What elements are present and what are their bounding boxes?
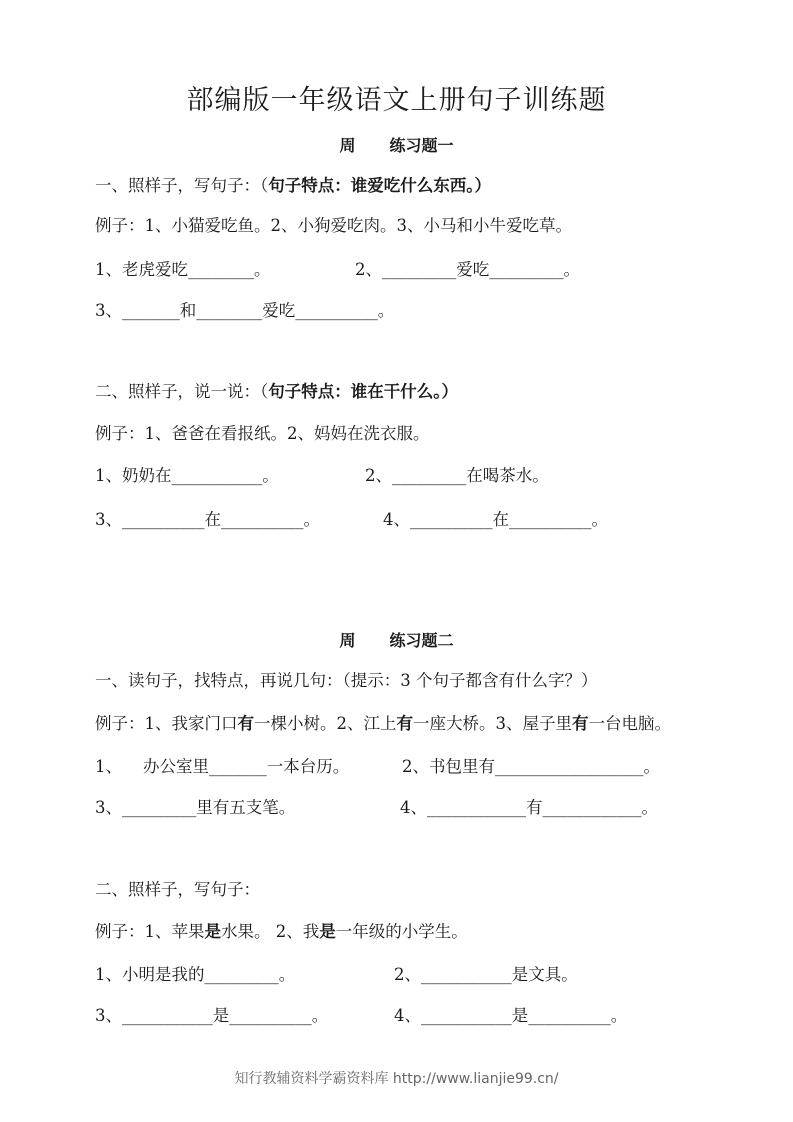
exercise-item: 1、老虎爱吃________。 <box>95 260 271 279</box>
exercise-item: 2、_________在喝茶水。 <box>365 466 549 485</box>
exercise-two-heading <box>0 628 793 651</box>
exercise-item: 4、___________是__________。 <box>394 1006 628 1025</box>
exercise-item: 3、__________在__________。 <box>95 510 320 529</box>
example-line: 例子：1、我家门口有一棵小树。2、江上有一座大桥。3、屋子里有一台电脑。 <box>95 714 671 733</box>
exercise-item: 2、___________是文具。 <box>394 965 578 984</box>
section-prompt: 一、照样子，写句子：（句子特点：谁爱吃什么东西。） <box>95 176 491 195</box>
exercise-item: 2、_________爱吃_________。 <box>355 260 580 279</box>
exercise-item: 1、 办公室里_______一本台历。 <box>95 757 350 776</box>
section-prompt: 二、照样子，写句子： <box>95 880 260 899</box>
exercise-item: 2、书包里有__________________。 <box>402 757 660 776</box>
example-line: 例子：1、小猫爱吃鱼。2、小狗爱吃肉。3、小马和小牛爱吃草。 <box>95 216 572 235</box>
exercise-item: 3、_________里有五支笔。 <box>95 798 296 817</box>
exercise-item: 1、小明是我的_________。 <box>95 965 296 984</box>
example-line: 例子：1、苹果是水果。 2、我是一年级的小学生。 <box>95 922 468 941</box>
exercise-item: 3、_______和________爱吃__________。 <box>95 301 395 320</box>
section-prompt: 二、照样子，说一说：（句子特点：谁在干什么。） <box>95 382 458 401</box>
page-title: 部编版一年级语文上册句子训练题 <box>186 85 607 116</box>
exercise-item: 4、__________在__________。 <box>383 510 608 529</box>
exercise-item: 3、___________是__________。 <box>95 1006 329 1025</box>
footer-watermark: 知行教辅资料学霸资料库 http://www.lianjie99.cn/ <box>234 1071 559 1087</box>
exercise-one-heading <box>0 133 793 156</box>
exercise-name: 练习题一 <box>389 136 454 155</box>
week-label: 周 <box>339 136 356 155</box>
section-prompt: 一、读句子，找特点，再说几句：（提示：3 个句子都含有什么字？） <box>95 671 598 690</box>
week-label: 周 <box>339 631 356 650</box>
exercise-item: 1、奶奶在___________。 <box>95 466 279 485</box>
example-line: 例子：1、爸爸在看报纸。2、妈妈在洗衣服。 <box>95 424 430 443</box>
exercise-item: 4、____________有____________。 <box>400 798 658 817</box>
exercise-name: 练习题二 <box>389 631 454 650</box>
